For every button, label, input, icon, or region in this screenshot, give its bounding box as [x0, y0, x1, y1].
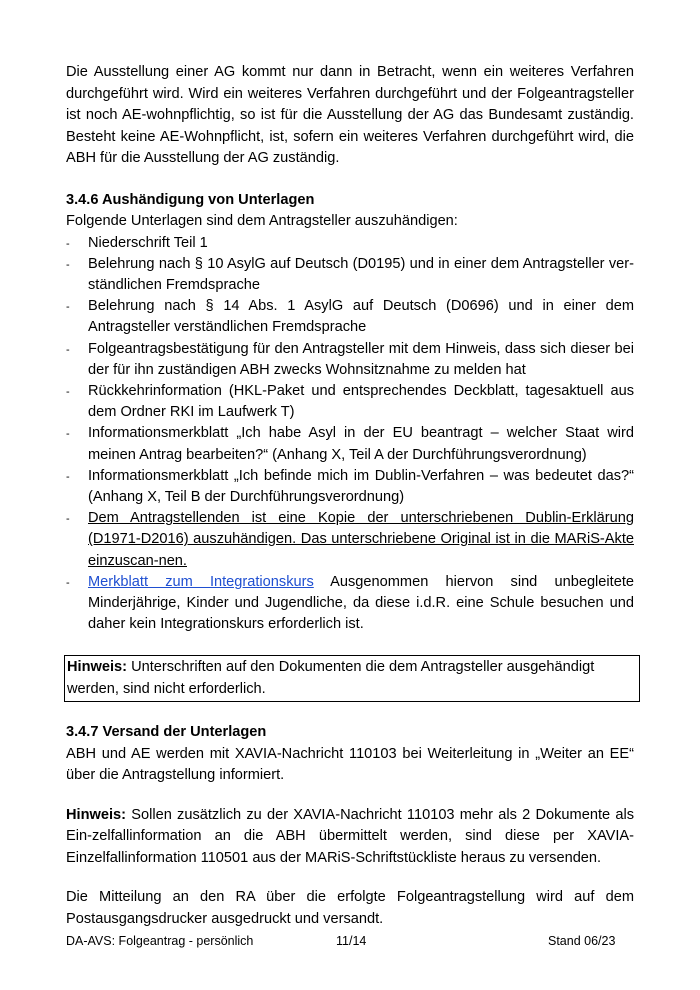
- list-item: - Belehrung nach § 14 Abs. 1 AsylG auf Deutsch (D0696) und in einer dem Antragsteller verständlichen Fremdsprache: [66, 296, 634, 338]
- final-paragraph: Die Mitteilung an den RA über die erfolgte Folgeantragstellung wird auf dem Postausgangsdrucker ausgedruckt und versandt.: [66, 889, 634, 927]
- integration-course-text: Ausgenommen hiervon sind unbegleitete Minderjährige, Kinder und Jugendliche, da diese i.d.R. eine Schule besuchen und daher kein Integrationskurs erforderlich ist.: [88, 573, 635, 633]
- list-item: - Folgeantragsbestätigung für den Antragsteller mit dem Hinweis, dass sich dieser bei der für ihn zuständigen ABH zwecks Wohnsitznahme zu melden hat: [66, 339, 634, 381]
- footer-version: Stand 06/23: [548, 934, 616, 948]
- hint-text: Unterschriften auf den Dokumenten die dem Antragsteller ausgehändigt werden, sind nicht erforderlich.: [67, 659, 595, 697]
- list-item: - Informationsmerkblatt „Ich habe Asyl in der EU beantragt – welcher Staat wird meinen Antrag bearbeiten?“ (Anhang X, Teil A der Durchführungsverordnung): [66, 423, 634, 465]
- section-346-lead: Folgende Unterlagen sind dem Antragsteller auszuhändigen:: [66, 213, 458, 229]
- list-item: - Rückkehrinformation (HKL-Paket und entsprechendes Deckblatt, tagesaktuell aus dem Ordner RKI im Laufwerk T): [66, 381, 634, 423]
- section-347-hint: [66, 805, 634, 870]
- integration-course-link[interactable]: Merkblatt zum Integrationskurs: [88, 573, 314, 590]
- page-number: 11/14: [336, 934, 367, 948]
- intro-paragraph: Die Ausstellung einer AG kommt nur dann in Betracht, wenn ein weiteres Verfahren durchgeführt wird. Wird ein weiteres Verfahren durchgeführt und der Folgeantragsteller ist noch AE-wohnpflichtig, so ist für die Ausstellung der AG das Bundesamt zuständig. Besteht keine AE-Wohnpflicht, ist, sofern ein weiteres Verfahren durchgeführt wird, die ABH für die Ausstellung der AG zuständig.: [66, 64, 634, 166]
- list-item: - Belehrung nach § 10 AsylG auf Deutsch (D0195) und in einer dem Antragsteller ver-ständlichen Fremdsprache: [66, 254, 634, 296]
- list-item: - Niederschrift Teil 1: [66, 233, 634, 254]
- hint-box: [64, 655, 640, 702]
- hint-label: Hinweis:: [66, 806, 127, 823]
- list-item-integration: [66, 572, 634, 636]
- hint-label: Hinweis:: [67, 659, 128, 676]
- document-page: [66, 62, 634, 930]
- section-346-heading: 3.4.6 Aushändigung von Unterlagen: [66, 191, 315, 208]
- dublin-copy-text: Dem Antragstellenden ist eine Kopie der unterschriebenen Dublin-Erklärung (D1971-D2016) auszuhändigen. Das unterschriebene Original ist in die MARiS-Akte einzuscan-nen.: [88, 510, 634, 569]
- hint-text: Sollen zusätzlich zu der XAVIA-Nachricht 110103 mehr als 2 Dokumente als Ein-zelfallinformation an die ABH übermittelt werden, sind diese per XAVIA-Einzelfallinformation 110501 aus der MARiS-Schriftstückliste heraus zu versenden.: [66, 806, 634, 866]
- list-item: - Informationsmerkblatt „Ich befinde mich im Dublin-Verfahren – was bedeutet das?“ (Anhang X, Teil B der Durchführungsverordnung): [66, 466, 634, 508]
- section-347-paragraph: ABH und AE werden mit XAVIA-Nachricht 110103 bei Weiterleitung in „Weiter an EE“ über die Antragstellung informiert.: [66, 745, 634, 784]
- footer-document-title: DA-AVS: Folgeantrag - persönlich: [66, 934, 254, 948]
- section-347-heading: 3.4.7 Versand der Unterlagen: [66, 724, 267, 741]
- list-item-dublin-copy: [66, 508, 634, 572]
- handout-list: [66, 233, 634, 636]
